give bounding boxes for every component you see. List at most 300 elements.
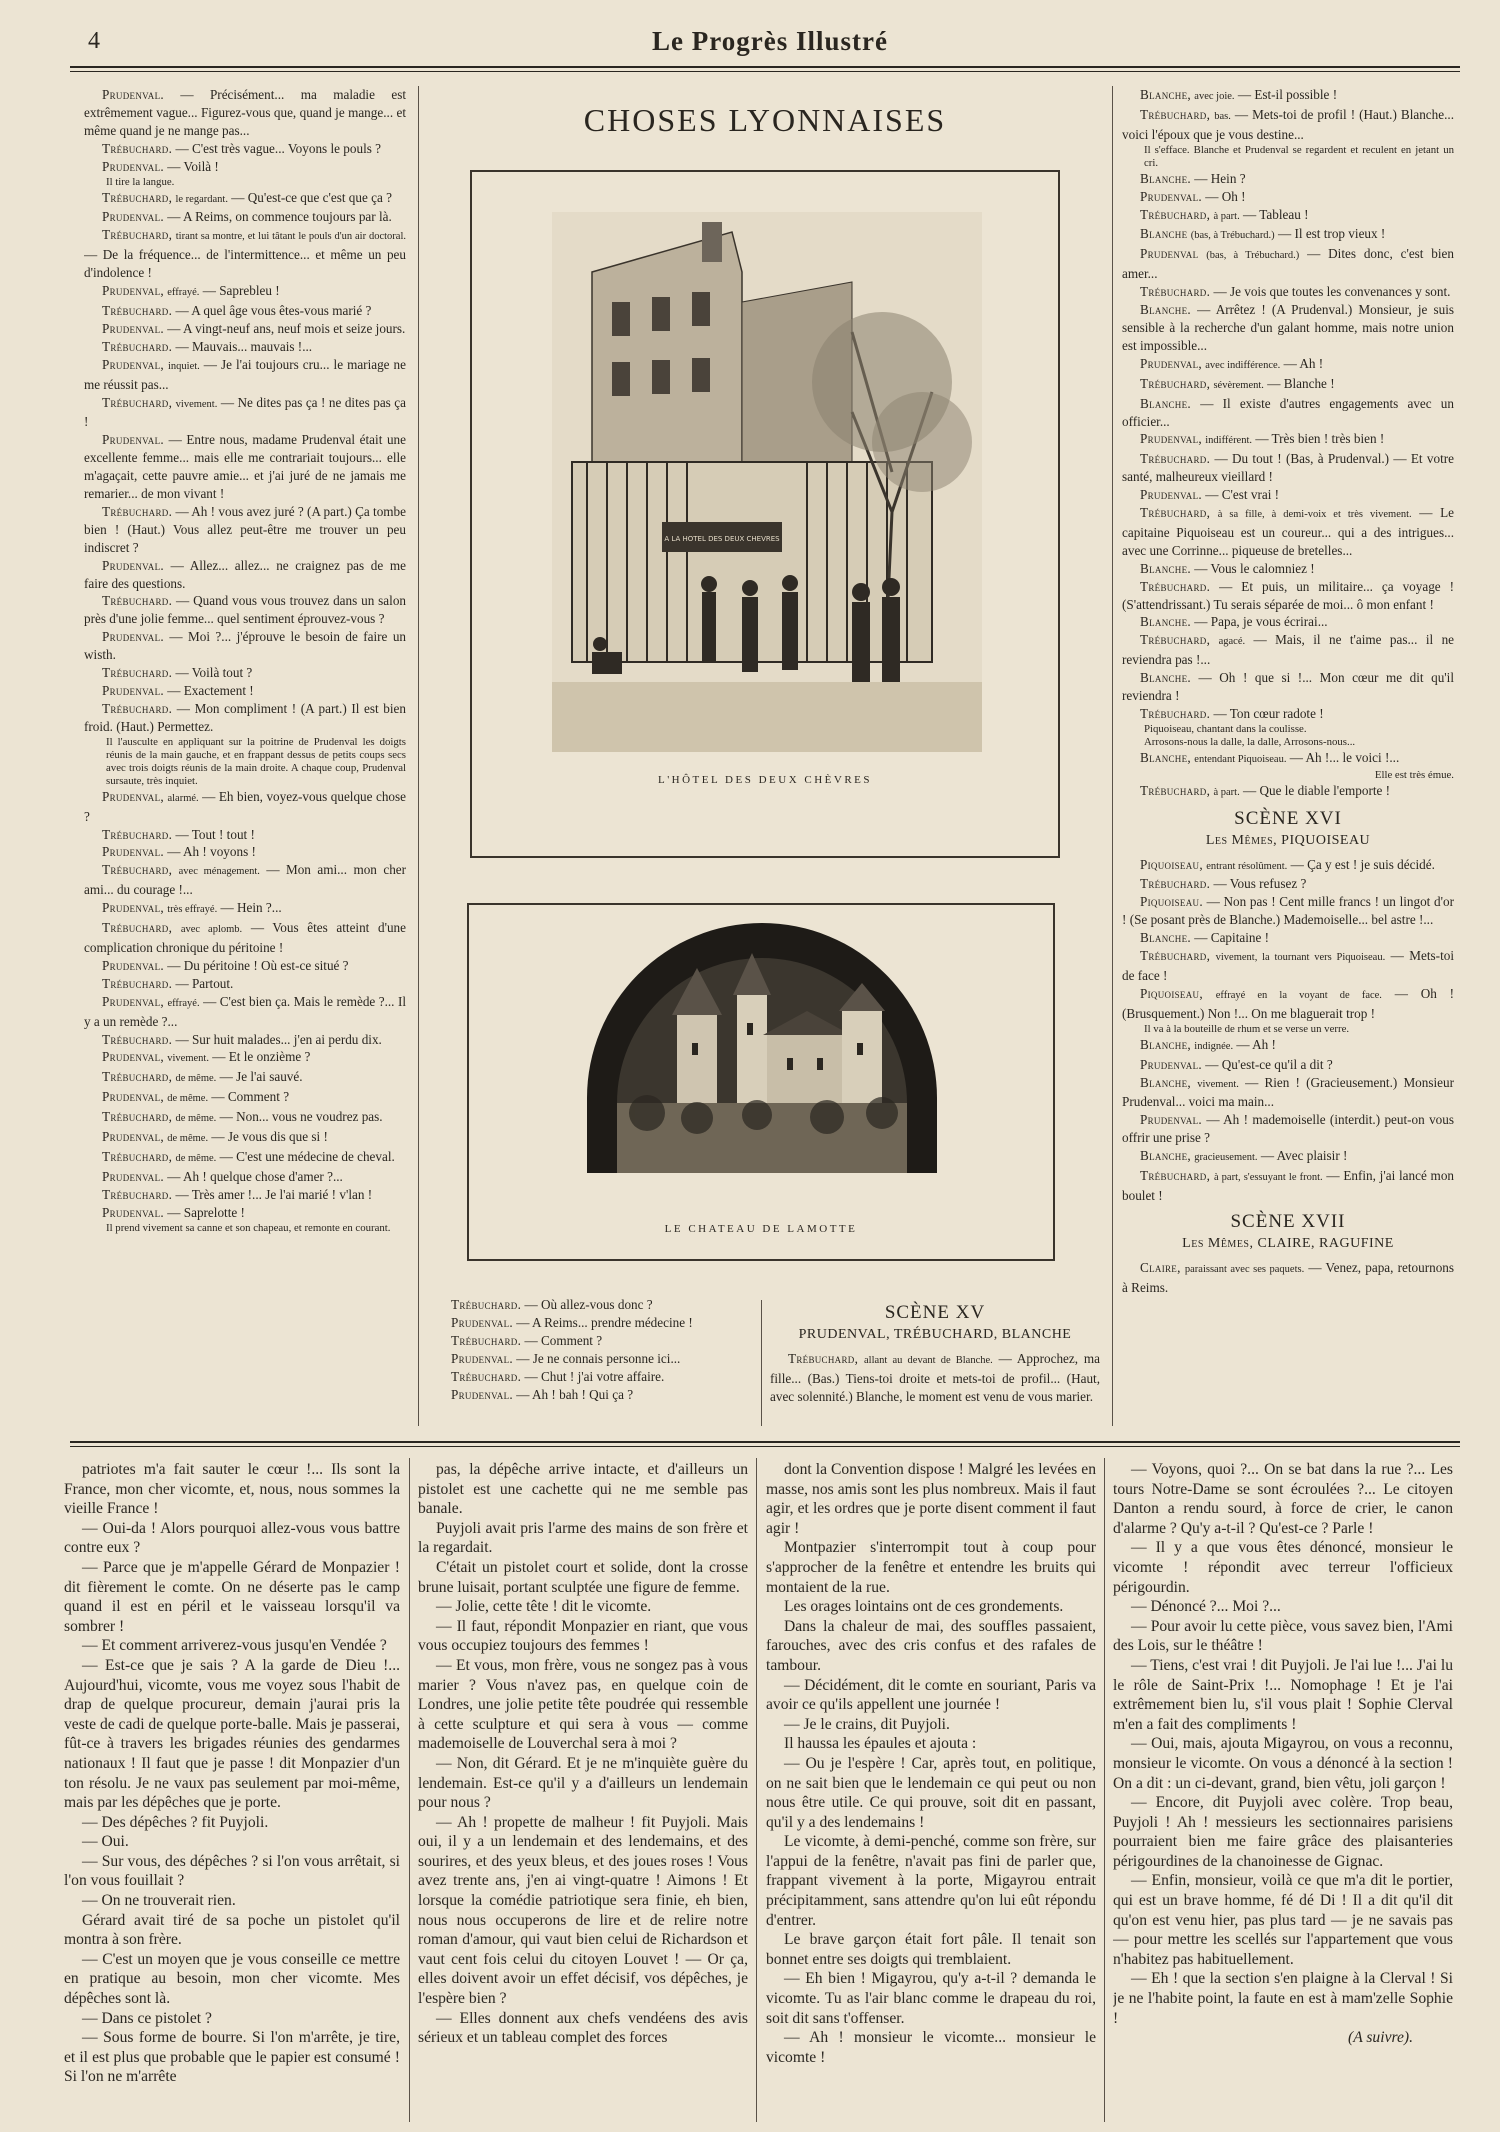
speaker-name: Blanche,: [1140, 87, 1191, 102]
speaker-name: Prudenval.: [102, 1204, 164, 1220]
feuilleton-paragraph: — Décidément, dit le comte en souriant, Paris va avoir ce qu'ils appellent une journée !: [766, 1676, 1096, 1714]
dialogue-line: [1122, 301, 1454, 355]
dialogue-text: — Je l'ai toujours cru... le mariage ne me réussit pas...: [84, 356, 406, 392]
feuilleton-column-3: [766, 1460, 1096, 2120]
dialogue-line: [84, 302, 406, 320]
feuilleton-paragraph: — Ou je l'espère ! Car, après tout, en politique, on ne sait bien que le lendemain ce qui peut ou non nous être utile. Ce qui prouve, soit dit en passant, qu'il y a des lendemains !: [766, 1754, 1096, 1831]
dialogue-text: — Ton cœur radote !: [1213, 706, 1324, 721]
feuilleton-paragraph: — Je le crains, dit Puyjoli.: [784, 1715, 950, 1733]
dialogue-line: [84, 1031, 406, 1049]
speaker-direction: très effrayé.: [167, 904, 218, 916]
dialogue-line: [84, 1148, 406, 1168]
speaker-name: Prudenval.: [1140, 1056, 1202, 1072]
dialogue-line: [84, 826, 406, 844]
dialogue-text: — Partout.: [175, 975, 234, 991]
speaker-name: Prudenval,: [102, 1089, 164, 1105]
speaker-name: Prudenval.: [102, 557, 164, 573]
speaker-name: Trébuchard.: [102, 665, 173, 681]
dialogue-line: [1122, 170, 1454, 188]
feuilleton-column-4: [1113, 1460, 1453, 2120]
speaker-name: Trébuchard.: [1140, 876, 1211, 892]
dialogue-line: [1122, 856, 1454, 876]
dialogue-line: [84, 843, 406, 861]
speaker-name: Trébuchard.: [102, 338, 173, 354]
dialogue-text: — Voilà tout ?: [175, 665, 253, 681]
dialogue-line: [84, 1108, 406, 1128]
speaker-name: Blanche.: [1140, 302, 1191, 318]
stage-direction: Il l'ausculte en appliquant sur la poitrine de Prudenval les doigts réunis de la main gauche, et en frappant dessus de petits coups secs avec trois doigts réunis de la main droite. A chaque coup, Prudenval sursaute, très inquiet.: [106, 735, 406, 787]
speaker-direction: le regardant.: [175, 193, 228, 205]
feuilleton-paragraph: Les orages lointains ont de ces grondements.: [784, 1598, 1064, 1616]
dialogue-text: — Vous le calomniez !: [1194, 560, 1315, 576]
hotel-engraving: [552, 212, 982, 752]
speaker-name: Prudenval.: [102, 158, 164, 174]
dialogue-line: [84, 664, 406, 682]
dialogue-text: — Arrêtez ! (A Prudenval.) Monsieur, je suis sensible à la recherche d'un galant homme, mais notre union est impossible...: [1122, 302, 1454, 353]
dialogue-line: [1122, 375, 1454, 395]
dialogue-line: [1122, 86, 1454, 106]
feuilleton-paragraph: — Est-ce que je sais ? A la garde de Dieu !... Aujourd'hui, vicomte, vous me voyez sous l'habit de drap de quelque procureur, demain j'aurai pris la veste de cadi de quelque porte-balle. Mais je passerai, fût-ce à travers les brigades réunies des gendarmes nationaux ! Il faut que je passe ! dit Monpazier d'un ton résolu. Je ne vaux pas seulement par moi-même, mais par les dépêches que je porte.: [64, 1656, 400, 1812]
dialogue-line: [1122, 1259, 1454, 1297]
feuilleton-rule-thin: [70, 1446, 1460, 1447]
speaker-name: Trébuchard.: [1140, 706, 1211, 721]
dialogue-text: — Comment ?: [211, 1089, 290, 1105]
dialogue-text: — Mets-toi de face !: [1122, 948, 1454, 983]
dialogue-text: — Ah ! voyons !: [167, 844, 256, 860]
dialogue-line: [1122, 283, 1454, 301]
speaker-name: Prudenval,: [102, 356, 164, 372]
dialogue-line: [1122, 613, 1454, 631]
speaker-direction: entendant Piquoiseau.: [1194, 753, 1287, 765]
dialogue-text: — Oh !: [1205, 188, 1246, 204]
speaker-direction: alarmé.: [167, 792, 199, 804]
feuilleton-paragraph: — Il y a que vous êtes dénoncé, monsieur le vicomte ! répondit avec terreur l'officieux périgourdin.: [1113, 1539, 1453, 1596]
speaker-direction: indifférent.: [1205, 435, 1253, 447]
dialogue-column-right: [1122, 86, 1454, 1431]
speaker-name: Trébuchard.: [1140, 451, 1211, 467]
feuilleton-paragraph: — Sous forme de bourre. Si l'on m'arrête, je tire, et il est plus que probable que le papier est consumé ! Si l'on ne m'arrête: [64, 2029, 400, 2086]
feuilleton-paragraph: — Ah ! propette de malheur ! fit Puyjoli. Mais oui, il y a un lendemain et des lendemains, et des sourires, et des yeux bleus, et des joues roses ! Vous avez trente ans, j'en ai vingt-quatre ! Aimons ! Et lorsque la comédie patriotique sera finie, eh bien, nous nous occuperons de lire et de relire notre roman d'amour, qui vaut bien celui de Richardson et vaut cent fois celui du citoyen Louvet ! — Or ça, elles doivent avoir un effet décisif, vos dépêches, je l'espère bien ?: [418, 1813, 748, 2008]
speaker-direction: de même.: [175, 1152, 217, 1164]
feuilleton-paragraph: Montpazier s'interrompit tout à coup pour s'approcher de la fenêtre et entendre les bruits qui montaient de la rue.: [766, 1539, 1096, 1596]
dialogue-text: — Il existe d'autres engagements avec un officier...: [1122, 395, 1454, 429]
feuilleton-paragraph: — Il faut, répondit Monpazier en riant, que vous vous occupiez toujours des femmes !: [418, 1617, 748, 1655]
dialogue-text: — Ça y est ! je suis décidé.: [1290, 856, 1435, 872]
speaker-name: Trébuchard,: [1140, 1168, 1211, 1184]
dialogue-line: [84, 1088, 406, 1108]
speaker-name: Blanche.: [1140, 170, 1191, 186]
speaker-name: Trébuchard.: [1140, 284, 1211, 300]
feuilleton-paragraph: dont la Convention dispose ! Malgré les levées en masse, nos amis sont les plus nombreux. Mais il faut agir, et les ordres que je porte disent comment il faut agir !: [766, 1461, 1096, 1537]
speaker-name: Prudenval.: [1140, 188, 1202, 204]
feuilleton-paragraph: — Elles donnent aux chefs vendéens des avis sérieux et un tableau complet des forces: [418, 2009, 748, 2047]
speaker-direction: inquiet.: [167, 360, 200, 372]
dialogue-text: — Moi ?... j'éprouve le besoin de faire un wisth.: [84, 629, 406, 663]
dialogue-text: — Exactement !: [167, 683, 254, 698]
newspaper-title: Le Progrès Illustré: [652, 26, 888, 56]
dialogue-line: [84, 861, 406, 899]
feuilleton-paragraph: — Sur vous, des dépêches ? si l'on vous arrêtait, si l'on vous fouillait ?: [64, 1852, 400, 1890]
speaker-direction: bas.: [1214, 110, 1231, 122]
feuilleton-paragraph: Gérard avait tiré de sa poche un pistolet qu'il montra à son frère.: [64, 1911, 400, 1949]
speaker-name: Trébuchard,: [1140, 106, 1211, 122]
speaker-name: Blanche.: [1140, 930, 1191, 946]
dialogue-line: [84, 682, 406, 700]
speaker-direction: vivement.: [167, 1053, 209, 1065]
feuilleton-paragraph: — Dénoncé ?... Moi ?...: [1131, 1598, 1281, 1616]
dialogue-middle-left: [433, 1296, 751, 1426]
dialogue-text: — Ah !... le voici !...: [1289, 749, 1400, 765]
dialogue-line: [1122, 560, 1454, 578]
dialogue-line: [1122, 486, 1454, 504]
dialogue-line: [84, 356, 406, 394]
dialogue-line: [1122, 875, 1454, 893]
header-rule-thin: [70, 71, 1460, 72]
speaker-direction: entrant résolûment.: [1206, 860, 1288, 872]
dialogue-line: [84, 320, 406, 338]
column-divider: [1112, 86, 1113, 1426]
dialogue-line: [1122, 749, 1454, 769]
dialogue-line: [1122, 504, 1454, 560]
dialogue-text: — A quel âge vous êtes-vous marié ?: [175, 302, 372, 318]
dialogue-text: — Oh ! que si !... Mon cœur me dit qu'il reviendra !: [1122, 670, 1454, 704]
speaker-name: Trébuchard.: [102, 302, 173, 318]
dialogue-text: — Du péritoine ! Où est-ce situé ?: [167, 957, 349, 973]
dialogue-text: — Ah ! mademoiselle (interdit.) peut-on vous offrir une prise ?: [1122, 1112, 1454, 1146]
illustration-frame-hotel: [470, 170, 1060, 858]
dialogue-line: [84, 788, 406, 826]
speaker-direction: de même.: [175, 1113, 217, 1125]
dialogue-text: — Et puis, un militaire... ça voyage ! (S'attendrissant.) Tu serais séparée de moi... ô mon enfant !: [1122, 578, 1454, 612]
speaker-direction: à sa fille, à demi-voix et très vivement.: [1217, 509, 1412, 521]
speaker-name: Trébuchard,: [1140, 375, 1211, 391]
dialogue-text: — Enfin, j'ai lancé mon boulet !: [1122, 1168, 1454, 1203]
feuilleton-column-1: [64, 1460, 400, 2120]
speaker-name: Trébuchard,: [1140, 782, 1211, 798]
dialogue-text: — De la fréquence... de l'intermittence... et même un peu d'indolence !: [84, 247, 406, 281]
speaker-name: Trébuchard,: [102, 1148, 173, 1164]
dialogue-text: — A vingt-neuf ans, neuf mois et seize jours.: [167, 320, 406, 336]
speaker-direction: (bas, à Trébuchard.): [1206, 250, 1300, 262]
dialogue-line: [84, 282, 406, 302]
header-rule: [70, 66, 1460, 68]
illustration-caption: LE CHATEAU DE LAMOTTE: [664, 1223, 858, 1235]
speaker-direction: effrayé.: [167, 997, 200, 1009]
speaker-direction: vivement.: [1197, 1078, 1239, 1090]
speaker-name: Blanche,: [1140, 1074, 1191, 1090]
stage-direction: Arrosons-nous la dalle, la dalle, Arrosons-nous...: [1144, 735, 1356, 748]
dialogue-line: [1122, 578, 1454, 614]
speaker-name: Claire,: [1140, 1259, 1181, 1275]
speaker-name: Piquoiseau,: [1140, 985, 1203, 1001]
speaker-name: Prudenval.: [102, 629, 164, 645]
speaker-direction: (bas, à Trébuchard.): [1190, 230, 1275, 242]
dialogue-text: — Mauvais... mauvais !...: [175, 338, 313, 354]
dialogue-text: — Saprelotte !: [167, 1204, 245, 1220]
dialogue-line: [84, 158, 406, 176]
speaker-name: Trébuchard,: [102, 394, 173, 410]
dialogue-line: [1122, 430, 1454, 450]
speaker-name: Trébuchard.: [102, 826, 173, 842]
feuilleton-paragraph: — Enfin, monsieur, voilà ce que m'a dit le portier, qui est un brave homme, fé dé Di ! Il a dit qu'il dit qu'on est venu hier, pas plus tard — je ne savais pas — pour mettre les scellés sur l'appartement que vous n'habitez pas habituellement.: [1113, 1872, 1453, 1968]
feuilleton-paragraph: — Voyons, quoi ?... On se bat dans la rue ?... Les tours Notre-Dame se sont écroulées ?... Le citoyen Danton a rendu sourd, à force de crier, le canon d'alarme ? Qu'y a-t-il ? Qu'est-ce ? Parle !: [1113, 1461, 1453, 1537]
dialogue-line: [84, 226, 406, 282]
speaker-name: Prudenval.: [102, 1168, 164, 1184]
speaker-name: Trébuchard,: [102, 189, 173, 205]
dialogue-text: — Mon ami... mon cher ami... du courage !...: [84, 862, 406, 898]
speaker-name: Trébuchard.: [102, 503, 173, 519]
dialogue-line: [84, 1186, 406, 1204]
dialogue-line: [1122, 1167, 1454, 1205]
dialogue-text: — Quand vous vous trouvez dans un salon près d'une jolie femme... quel sentiment éprouvez-vous ?: [84, 593, 406, 627]
speaker-name: Prudenval.: [1140, 487, 1202, 503]
dialogue-line: [1122, 985, 1454, 1023]
dialogue-text: — Capitaine !: [1194, 930, 1270, 946]
dialogue-text: — Est-il possible !: [1237, 87, 1338, 102]
dialogue-line: [84, 899, 406, 919]
stage-direction: Il va à la bouteille de rhum et se verse un verre.: [1144, 1022, 1350, 1035]
dialogue-line: [1122, 206, 1454, 226]
stage-direction: Il prend vivement sa canne et son chapeau, et remonte en courant.: [106, 1221, 391, 1234]
dialogue-text: — Oh ! (Brusquement.) Non !... On me blaguerait trop !: [1122, 985, 1454, 1021]
speaker-name: Prudenval.: [451, 1350, 513, 1366]
dialogue-line: [84, 975, 406, 993]
dialogue-text: — C'est une médecine de cheval.: [219, 1148, 395, 1164]
dialogue-line: [84, 1168, 406, 1186]
chateau-engraving: [587, 923, 937, 1173]
stage-direction: Il tire la langue.: [106, 175, 175, 188]
dialogue-line: [1122, 450, 1454, 486]
dialogue-text: — Il est trop vieux !: [1277, 226, 1386, 242]
dialogue-text: — Ah !: [1236, 1036, 1276, 1052]
dialogue-column-left: [84, 86, 406, 1431]
dialogue-text: — Saprebleu !: [202, 283, 280, 299]
dialogue-text: — Non... vous ne voudrez pas.: [219, 1109, 383, 1125]
feuilleton-paragraph: — Tiens, c'est vrai ! dit Puyjoli. Je l'ai lue !... J'ai lu le rôle de Saint-Prix !... Nomophage ! Et je l'ai extrêmement bien lu, s'il vous plait ! Sophie Clerval m'en a fait des compliments !: [1113, 1656, 1453, 1733]
feuilleton-paragraph: — Eh ! que la section s'en plaigne à la Clerval ! Si je ne l'habite point, la faute en est à mam'zelle Sophie !: [1113, 1970, 1453, 2027]
dialogue-text: — Comment ?: [524, 1332, 603, 1348]
dialogue-text: — Venez, papa, retournons à Reims.: [1122, 1259, 1454, 1295]
dialogue-text: — Qu'est-ce que c'est que ça ?: [231, 189, 392, 205]
dialogue-line: [433, 1350, 751, 1368]
dialogue-line: [433, 1314, 751, 1332]
dialogue-text: — A Reims, on commence toujours par là.: [167, 209, 392, 225]
speaker-name: Trébuchard,: [1140, 505, 1211, 521]
speaker-name: Prudenval,: [102, 283, 164, 299]
feuilleton-paragraph: — Et comment arriverez-vous jusqu'en Vendée ?: [82, 1637, 387, 1655]
dialogue-text: — Que le diable l'emporte !: [1243, 782, 1391, 798]
speaker-direction: vivement, la tournant vers Piquoiseau.: [1215, 952, 1386, 964]
dialogue-text: — Approchez, ma fille... (Bas.) Tiens-toi droite et mets-toi de profil... (Haut, avec solennité.) Blanche, le moment est venu de vous marier.: [770, 1350, 1100, 1404]
speaker-name: Trébuchard,: [102, 227, 173, 243]
dialogue-line: [1122, 225, 1454, 245]
dialogue-line: [433, 1332, 751, 1350]
speaker-direction: effrayé.: [167, 287, 200, 299]
dialogue-line: [1122, 947, 1454, 985]
dialogue-line: [84, 503, 406, 557]
scene-characters: PRUDENVAL, TRÉBUCHARD, BLANCHE: [798, 1326, 1072, 1342]
speaker-direction: sévèrement.: [1213, 379, 1264, 391]
dialogue-text: — C'est vrai !: [1205, 487, 1280, 503]
speaker-direction: gracieusement.: [1194, 1152, 1258, 1164]
dialogue-text: — Eh bien, voyez-vous quelque chose ?: [84, 788, 406, 824]
speaker-name: Blanche,: [1140, 1148, 1191, 1164]
dialogue-line: [84, 957, 406, 975]
speaker-direction: avec ménagement.: [178, 866, 260, 878]
dialogue-line: [1122, 929, 1454, 947]
speaker-name: Blanche: [1140, 226, 1188, 242]
dialogue-line: [433, 1296, 751, 1314]
speaker-name: Prudenval.: [1140, 1112, 1202, 1128]
dialogue-line: [1122, 1036, 1454, 1056]
dialogue-line: [1122, 395, 1454, 431]
dialogue-line: [1122, 355, 1454, 375]
speaker-name: Prudenval.: [102, 209, 164, 225]
feuilleton-paragraph: pas, la dépêche arrive intacte, et d'ailleurs un pistolet est une cachette qui ne me semble pas banale.: [418, 1461, 748, 1518]
page-number: 4: [88, 28, 100, 54]
dialogue-text: — Papa, je vous écrirai...: [1194, 614, 1328, 630]
dialogue-line: [1122, 782, 1454, 802]
stage-direction: Il s'efface. Blanche et Prudenval se regardent et reculent en jetant un cri.: [1144, 143, 1454, 169]
dialogue-text: — Entre nous, madame Prudenval était une excellente femme... mais elle me contrariait toujours... elle m'agaçait, cette pauvre amie... et j'ai juré de ne jamais me remarier... de mon vivant !: [84, 432, 406, 502]
dialogue-text: — Dites donc, c'est bien amer...: [1122, 246, 1454, 282]
dialogue-line: [84, 394, 406, 432]
feuilleton-paragraph: Dans la chaleur de mai, des souffles passaient, farouches, avec des cris confus et des rafales de tambour.: [766, 1617, 1096, 1674]
feuilleton-paragraph: — On ne trouverait rien.: [82, 1892, 236, 1910]
dialogue-line: [84, 628, 406, 664]
dialogue-line: [1122, 1111, 1454, 1147]
dialogue-line: [84, 208, 406, 226]
speaker-direction: allant au devant de Blanche.: [864, 1354, 993, 1366]
speaker-name: Trébuchard.: [102, 140, 173, 156]
speaker-direction: de même.: [175, 1073, 217, 1085]
feuilleton-paragraph: — Ah ! monsieur le vicomte... monsieur le vicomte !: [766, 2029, 1096, 2066]
column-divider: [409, 1458, 410, 2122]
speaker-direction: avec joie.: [1194, 91, 1235, 102]
dialogue-line: [1122, 188, 1454, 206]
dialogue-text: — C'est bien ça. Mais le remède ?... Il y a un remède ?...: [84, 993, 406, 1029]
speaker-name: Blanche.: [1140, 670, 1191, 686]
dialogue-text: — Avec plaisir !: [1260, 1148, 1348, 1164]
dialogue-text: — Mon compliment ! (A part.) Il est bien froid. (Haut.) Permettez.: [84, 700, 406, 734]
stage-direction: Elle est très émue.: [1374, 768, 1454, 781]
speaker-name: Trébuchard.: [102, 700, 173, 716]
dialogue-text: — Tout ! tout !: [175, 826, 255, 842]
dialogue-text: — Je vous dis que si !: [211, 1129, 328, 1145]
speaker-name: Prudenval,: [1140, 431, 1202, 447]
feuilleton-column-2: [418, 1460, 748, 2120]
feuilleton-paragraph: Puyjoli avait pris l'arme des mains de son frère et la regardait.: [418, 1519, 748, 1557]
dialogue-text: — Je l'ai sauvé.: [219, 1069, 303, 1085]
dialogue-line: [433, 1368, 751, 1386]
dialogue-text: — Ah ! vous avez juré ? (A part.) Ça tombe bien ! (Haut.) Vous allez peut-être me trouver un peu indiscret ?: [84, 503, 406, 555]
dialogue-text: — C'est très vague... Voyons le pouls ?: [175, 140, 382, 156]
speaker-name: Trébuchard.: [451, 1297, 522, 1312]
speaker-name: Blanche,: [1140, 1036, 1191, 1052]
dialogue-line: [1122, 893, 1454, 929]
dialogue-line: [84, 557, 406, 593]
feuilleton-paragraph: — Des dépêches ? fit Puyjoli.: [82, 1813, 269, 1831]
dialogue-text: — Hein ?: [1194, 170, 1246, 186]
dialogue-text: — Très amer !... Je l'ai marié ! v'lan !: [175, 1186, 373, 1202]
feuilleton-paragraph: — Et vous, mon frère, vous ne songez pas à vous marier ? Vous n'avez pas, en quelque coin de Londres, une jolie petite tête poudrée qui ressemble à cette sculpture et qui sera à vous — comme mademoiselle de Louverchal sera à moi ?: [418, 1656, 748, 1753]
feuilleton-paragraph: — C'est un moyen que je vous conseille ce mettre en pratique au besoin, mon cher vicomte. Mes dépêches sont là.: [64, 1950, 400, 2008]
feuilleton-rule: [70, 1441, 1460, 1443]
dialogue-text: — Ah ! bah ! Qui ça ?: [516, 1386, 634, 1402]
speaker-name: Trébuchard.: [1140, 578, 1211, 594]
speaker-direction: à part.: [1213, 786, 1240, 798]
speaker-name: Prudenval,: [1140, 355, 1202, 371]
dialogue-text: — Tableau !: [1243, 206, 1309, 222]
dialogue-line: [84, 919, 406, 957]
speaker-name: Piquoiseau.: [1140, 894, 1203, 910]
speaker-name: Prudenval,: [102, 1129, 164, 1145]
dialogue-text: — Vous êtes atteint d'une complication chronique du péritoine !: [84, 920, 406, 955]
scene-heading: SCÈNE XV: [884, 1302, 986, 1323]
dialogue-text: — Sur huit malades... j'en ai perdu dix.: [175, 1031, 382, 1047]
speaker-direction: tirant sa montre, et lui tâtant le pouls d'un air doctoral.: [175, 231, 406, 243]
speaker-name: Prudenval,: [102, 1049, 164, 1065]
speaker-name: Prudenval,: [102, 993, 164, 1009]
dialogue-text: — Qu'est-ce qu'il a dit ?: [1205, 1056, 1333, 1072]
speaker-direction: à part, s'essuyant le front.: [1213, 1172, 1323, 1184]
dialogue-line: [84, 338, 406, 356]
illustration-frame-chateau: [467, 903, 1055, 1261]
speaker-name: Prudenval.: [102, 432, 164, 448]
dialogue-line: [84, 140, 406, 158]
feuilleton-paragraph: — Oui.: [82, 1833, 129, 1851]
dialogue-text: — Voilà !: [167, 158, 219, 174]
speaker-name: Prudenval.: [102, 87, 164, 102]
speaker-name: Trébuchard.: [102, 975, 173, 991]
dialogue-text: — Chut ! j'ai votre affaire.: [524, 1368, 665, 1384]
dialogue-line: [1122, 1074, 1454, 1112]
speaker-name: Trébuchard,: [788, 1350, 859, 1366]
speaker-direction: vivement.: [175, 398, 218, 410]
speaker-name: Trébuchard,: [102, 920, 173, 936]
speaker-name: Prudenval: [1140, 246, 1199, 262]
column-divider: [418, 86, 419, 1426]
feuilleton-paragraph: — Parce que je m'appelle Gérard de Monpazier ! dit fièrement le comte. On ne déserte pas le camp quand il est en péril et le vaisseau lorsqu'il va sombrer !: [64, 1558, 400, 1635]
speaker-direction: agacé.: [1218, 636, 1246, 648]
speaker-direction: avec indifférence.: [1205, 359, 1281, 371]
dialogue-text: — Où allez-vous donc ?: [524, 1297, 653, 1312]
feuilleton-paragraph: — Oui, mais, ajouta Migayrou, on vous a reconnu, monsieur le vicomte. On vous a dénoncé à la section ! On a dit : un ci-devant, grand, bien vêtu, joli garçon !: [1113, 1735, 1453, 1792]
dialogue-text: — Je ne connais personne ici...: [516, 1350, 681, 1366]
speaker-direction: paraissant avec ses paquets.: [1184, 1263, 1305, 1275]
dialogue-text: — Hein ?...: [220, 900, 282, 916]
speaker-name: Trébuchard.: [102, 1186, 173, 1202]
dialogue-line: [1122, 1147, 1454, 1167]
dialogue-line: [1122, 1056, 1454, 1074]
dialogue-line: [1122, 705, 1454, 723]
speaker-name: Trébuchard,: [1140, 632, 1211, 648]
speaker-name: Trébuchard.: [102, 1031, 173, 1047]
dialogue-text: — Vous refusez ?: [1213, 876, 1307, 892]
speaker-name: Prudenval.: [102, 957, 164, 973]
speaker-direction: à part.: [1213, 210, 1240, 222]
feuilleton-paragraph: Le vicomte, à demi-penché, comme son frère, sur l'appui de la fenêtre, n'avait pas fini de parler que, frappant vivement à la porte, Migayrou entrait précipitamment, sans attendre qu'on lui eût répondu d'entrer.: [766, 1833, 1096, 1929]
speaker-direction: avec aplomb.: [180, 924, 243, 936]
page-header: [70, 22, 1470, 62]
dialogue-line: [1122, 245, 1454, 283]
dialogue-text: — Précisément... ma maladie est extrêmement vague... Figurez-vous que, quand je mange... et même quand je ne mange pas...: [84, 87, 406, 138]
feuilleton-paragraph: Il haussa les épaules et ajouta :: [784, 1735, 977, 1753]
speaker-name: Trébuchard.: [451, 1368, 522, 1384]
dialogue-line: [1122, 106, 1454, 144]
feuilleton-paragraph: — Encore, dit Puyjoli avec colère. Trop beau, Puyjoli ! Ah ! messieurs les sectionnaires parisiens pourraient bien me faire grâce des plaisanteries périgourdines de la chanoinesse de Gignac.: [1113, 1794, 1453, 1870]
dialogue-text: — Ah !: [1283, 355, 1324, 371]
